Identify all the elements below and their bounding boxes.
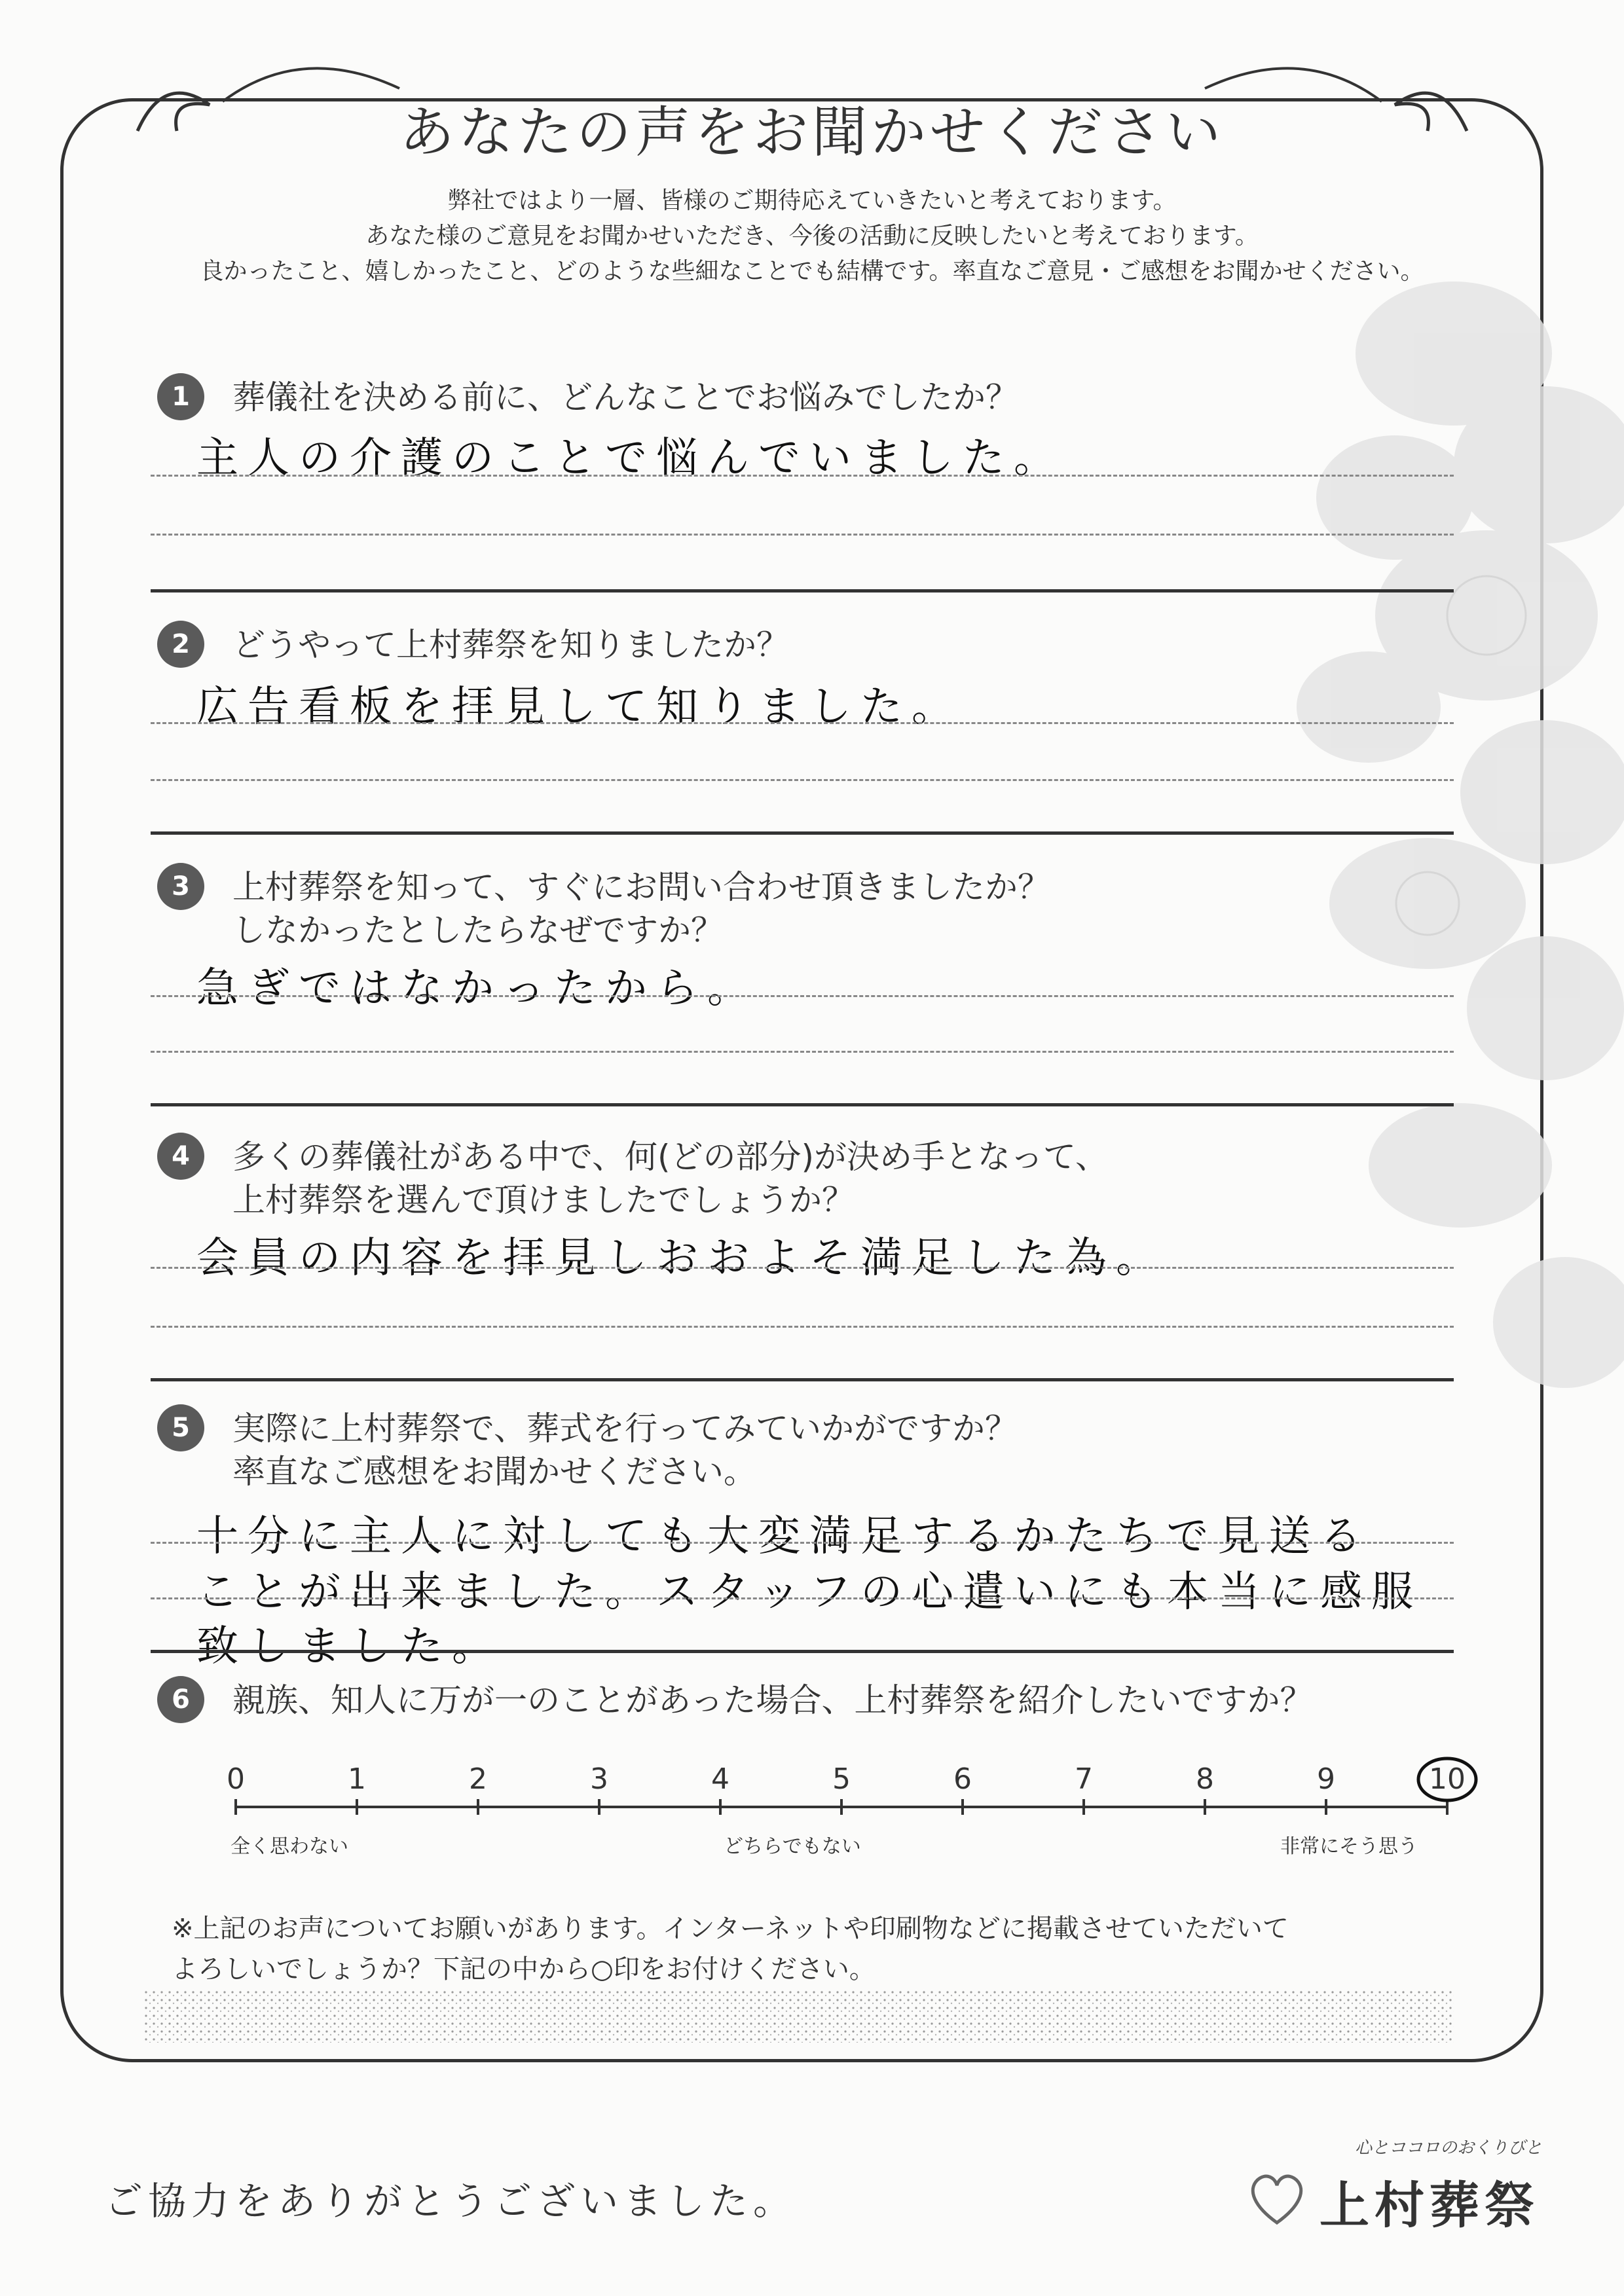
thank-you-text: ご協力をありがとうございました。 xyxy=(105,2179,797,2223)
scale-tick-label: 8 xyxy=(1196,1762,1214,1796)
question-line: 率直なご感想をお聞かせください。 xyxy=(232,1453,756,1491)
notice-line: ※上記のお声についてお願いがあります。インターネットや印刷物などに掲載させていただいて xyxy=(172,1914,1289,1944)
scale-tick-label: 4 xyxy=(711,1762,729,1796)
answer-dotted-line xyxy=(151,1597,1454,1599)
question-text xyxy=(232,1135,1108,1222)
flower-decoration xyxy=(1179,249,1624,1493)
handwritten-answer: 主人の介護のことで悩んでいました。 xyxy=(196,434,1065,483)
scale-tick-label: 1 xyxy=(348,1762,366,1796)
answer-dotted-line xyxy=(151,534,1454,536)
answer-dotted-line xyxy=(151,722,1454,724)
section-divider xyxy=(151,1103,1454,1106)
question-text xyxy=(232,866,1050,952)
scale-tick-label: 0 xyxy=(227,1762,245,1796)
scale-tick-label: 9 xyxy=(1317,1762,1335,1796)
question-line: 実際に上村葬祭で、葬式を行ってみていかがですか？ xyxy=(232,1410,1018,1448)
scale-tick-label: 3 xyxy=(590,1762,608,1796)
handwritten-answer: ことが出来ました。スタッフの心遣いにも本当に感服 xyxy=(196,1568,1422,1616)
question-text xyxy=(232,1679,1313,1722)
question-number-badge: 6 xyxy=(157,1676,204,1723)
answer-dotted-line xyxy=(151,1542,1454,1544)
handwritten-answer: 会員の内容を拝見しおおよそ満足した為。 xyxy=(196,1234,1167,1283)
section-divider xyxy=(151,831,1454,835)
question-line: 多くの葬儀社がある中で、何(どの部分)が決め手となって、 xyxy=(232,1138,1109,1176)
question-text xyxy=(232,623,789,666)
scale-tick-label: 7 xyxy=(1075,1762,1093,1796)
question-line: しなかったとしたらなぜですか？ xyxy=(232,911,724,949)
section-divider xyxy=(151,589,1454,592)
question-line: 上村葬祭を選んで頂けましたでしょうか？ xyxy=(232,1181,855,1219)
question-number-badge: 4 xyxy=(157,1133,204,1180)
scale-label-mid: どちらでもない xyxy=(724,1835,861,1858)
answer-dotted-line xyxy=(151,475,1454,477)
handwritten-answer: 致しました。 xyxy=(196,1622,503,1671)
question-number-badge: 2 xyxy=(157,621,204,668)
company-logo xyxy=(1241,2134,1542,2252)
publication-notice xyxy=(172,1908,1289,1990)
scale-label-high: 非常にそう思う xyxy=(1280,1835,1418,1858)
question-number-badge: 1 xyxy=(157,373,204,420)
brand-tagline: 心とココロのおくりびと xyxy=(1354,2138,1542,2158)
intro-line: あなた様のご意見をお聞かせいただき、今後の活動に反映したいと考えております。 xyxy=(365,223,1259,249)
question-text xyxy=(232,376,1018,419)
brand-name: 上村葬祭 xyxy=(1320,2176,1540,2234)
scale-tick-label: 5 xyxy=(832,1762,851,1796)
answer-dotted-line xyxy=(151,1267,1454,1269)
handwritten-answer: 広告看板を拝見して知りました。 xyxy=(196,683,963,731)
notice-line: よろしいでしょうか？下記の中から○印をお付けください。 xyxy=(172,1954,876,1984)
intro-line: 弊社ではより一層、皆様のご期待応えていきたいと考えております。 xyxy=(447,187,1177,214)
question-line: 葬儀社を決める前に、どんなことでお悩みでしたか？ xyxy=(232,378,1018,416)
intro-line: 良かったこと、嬉しかったこと、どのような些細なことでも結構です。率直なご意見・ご感想をお聞かせください。 xyxy=(200,258,1424,285)
handwritten-answer: 十分に主人に対しても大変満足するかたちで見送る xyxy=(196,1512,1371,1561)
answer-dotted-line xyxy=(151,779,1454,781)
answer-dotted-line xyxy=(151,1326,1454,1328)
question-line: 親族、知人に万が一のことがあった場合、上村葬祭を紹介したいですか？ xyxy=(232,1681,1313,1719)
question-line: 上村葬祭を知って、すぐにお問い合わせ頂きましたか？ xyxy=(232,868,1050,906)
question-text xyxy=(232,1407,1018,1493)
scale-tick-label: 2 xyxy=(469,1762,487,1796)
question-number-badge: 3 xyxy=(157,863,204,910)
section-divider xyxy=(151,1378,1454,1381)
section-divider xyxy=(151,1650,1454,1653)
answer-dotted-line xyxy=(151,1051,1454,1053)
scale-tick-label: 6 xyxy=(953,1762,972,1796)
page-title: あなたの声をお聞かせください xyxy=(399,100,1225,164)
answer-dotted-line xyxy=(151,995,1454,997)
question-number-badge: 5 xyxy=(157,1404,204,1451)
scale-label-low: 全く思わない xyxy=(231,1835,348,1858)
speckled-band xyxy=(144,1990,1454,2043)
handwritten-answer: 急ぎではなかったから。 xyxy=(196,964,758,1013)
scale-tick-label: 10 xyxy=(1429,1762,1466,1796)
heart-icon xyxy=(1241,2160,1313,2232)
question-line: どうやって上村葬祭を知りましたか？ xyxy=(232,626,789,664)
